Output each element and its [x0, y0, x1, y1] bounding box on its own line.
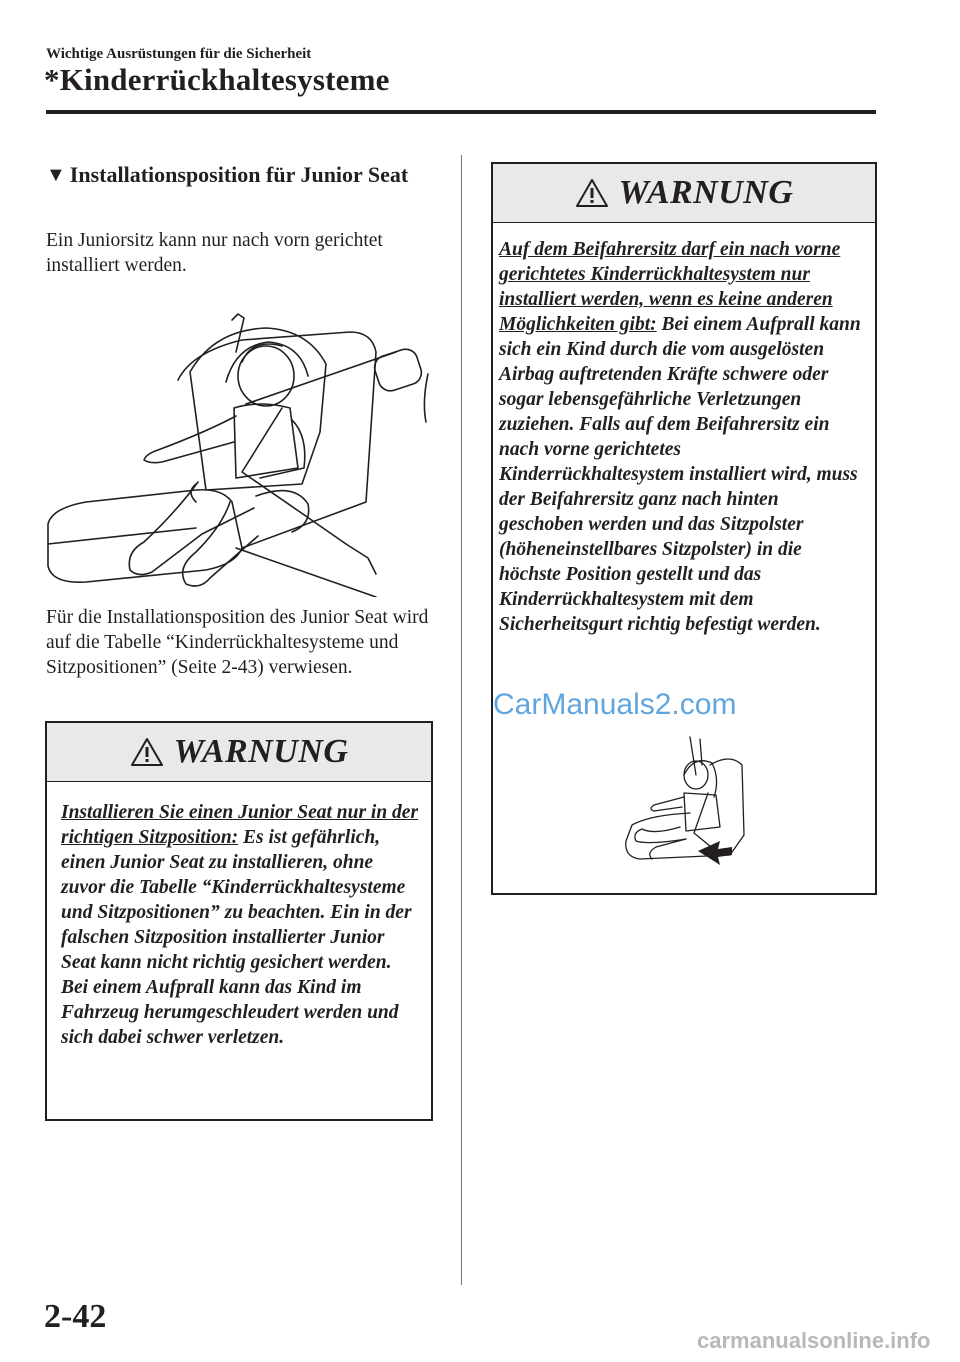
- intro-paragraph: Ein Juniorsitz kann nur nach vorn gerichtet installiert werden.: [46, 230, 383, 276]
- warning-header: [493, 164, 875, 223]
- junior-seat-illustration: [46, 312, 436, 597]
- warning-box-junior-seat: [45, 721, 433, 1121]
- reference-paragraph: Für die Installationsposition des Junior Seat wird auf die Tabelle “Kinderrückhaltesysteme und Sitzpositionen” (Seite 2-43) verwiesen.: [46, 607, 429, 678]
- column-divider: [461, 155, 462, 1285]
- seat-adjust-illustration: [620, 735, 750, 875]
- page-title: *Kinderrückhaltesysteme: [44, 62, 390, 97]
- warning-lead: Auf dem Beifahrersitz darf ein nach vorne gerichtetes Kinderrückhaltesystem nur installiert werden, wenn es keine anderen Möglichkeiten gibt:: [499, 239, 841, 335]
- warning-title: WARNUNG: [173, 733, 349, 770]
- header-rule: [46, 110, 876, 114]
- warning-body: [47, 782, 431, 1050]
- triangle-down-icon: ▼: [46, 164, 66, 186]
- warning-header: [47, 723, 431, 782]
- warning-triangle-icon: [130, 737, 164, 767]
- warning-text: Es ist gefährlich, einen Junior Seat zu installieren, ohne zuvor die Tabelle “Kinderrückhaltesysteme und Sitzpositionen” zu beachten. Ein in der falschen Sitzposition installierter Junior Seat kann nicht richtig gesichert werden. Bei einem Aufprall kann das Kind im Fahrzeug herumgeschleudert werden und sich dabei schwer verletzen.: [61, 827, 412, 1048]
- page-number: 2-42: [44, 1298, 107, 1335]
- watermark-site: carmanualsonline.info: [697, 1328, 931, 1353]
- warning-body: [493, 223, 875, 637]
- warning-lead: Installieren Sie einen Junior Seat nur in der richtigen Sitzposition:: [61, 802, 419, 848]
- section-kicker: Wichtige Ausrüstungen für die Sicherheit: [46, 46, 312, 62]
- warning-text: Bei einem Aufprall kann sich ein Kind durch die vom ausgelösten Airbag auftretenden Kräfte schwere oder sogar lebensgefährliche Verletzungen zuziehen. Falls auf dem Beifahrersitz ein nach vorne gerichtetes Kinderrückhaltesystem installiert wird, muss der Beifahrersitz ganz nach hinten geschoben werden und das Sitzpolster (höheneinstellbares Sitzpolster) in die höchste Position gestellt und das Kinderrückhaltesystem mit dem Sicherheitsgurt richtig befestigt werden.: [499, 314, 861, 635]
- warning-title: WARNUNG: [618, 174, 794, 211]
- watermark-overlay: CarManuals2.com: [493, 688, 737, 721]
- warning-triangle-icon: [575, 178, 609, 208]
- subsection-heading-text: Installationsposition für Junior Seat: [69, 162, 409, 187]
- subsection-heading: [46, 162, 446, 188]
